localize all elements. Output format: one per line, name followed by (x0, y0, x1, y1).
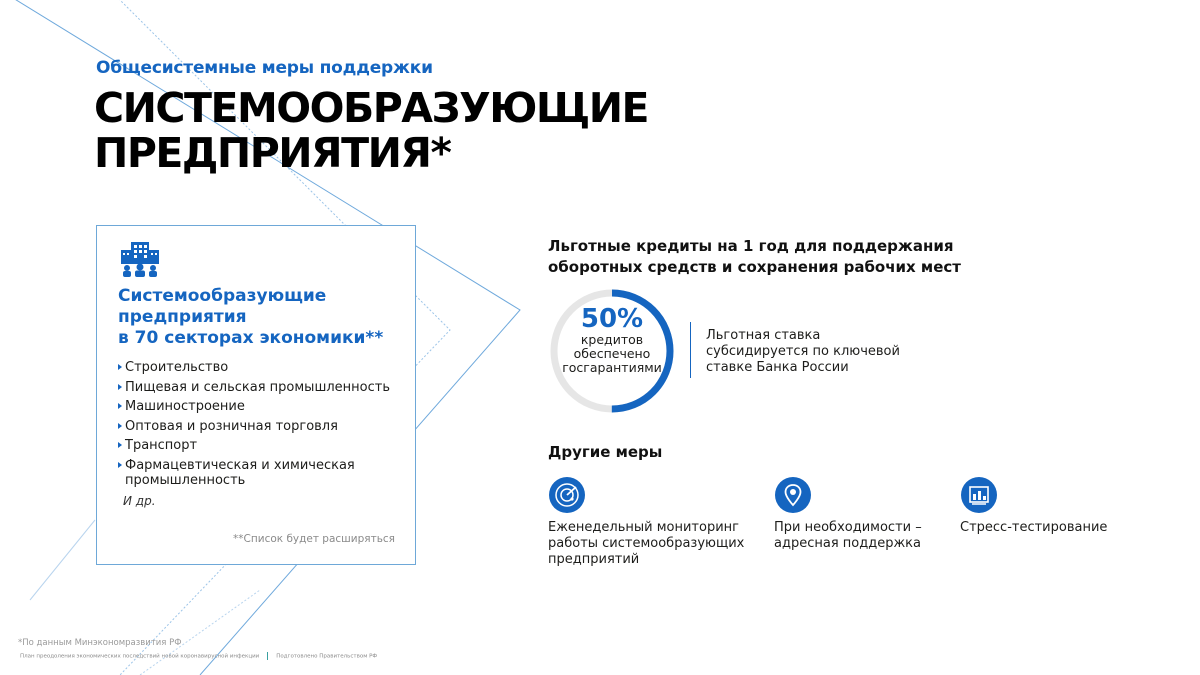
loans-heading (548, 236, 988, 278)
sector-item: Машиностроение (117, 399, 407, 414)
ring-caption-line: госгарантиями (562, 360, 662, 375)
measure-label: При необходимости – адресная поддержка (774, 520, 922, 551)
other-measures-heading: Другие меры (548, 443, 663, 461)
sectors-card (96, 225, 416, 565)
sectors-list (117, 360, 407, 493)
card-title-line: Системообразующие (118, 286, 327, 306)
measure-stress-test (960, 476, 1130, 536)
footer-plan-text: План преодоления экономических последствий новой коронавирусной инфекции (20, 653, 260, 660)
vertical-divider (690, 322, 691, 378)
sector-item: Оптовая и розничная торговля (117, 419, 407, 434)
page-title-line2: ПРЕДПРИЯТИЯ* (94, 129, 451, 177)
card-title-line: предприятия (118, 307, 247, 327)
page-title-line1: СИСТЕМООБРАЗУЮЩИЕ (94, 84, 649, 132)
sector-item: Фармацевтическая и химическая промышленность (117, 458, 407, 488)
sector-item: Пищевая и сельская промышленность (117, 380, 407, 395)
footer (20, 652, 377, 660)
measure-label: Стресс-тестирование (960, 520, 1108, 535)
ring-percent: 50% (580, 304, 644, 334)
source-footnote: *По данным Минэкономразвития РФ (18, 638, 182, 648)
card-title-line: в 70 секторах экономики** (118, 328, 384, 348)
footer-prepared-text: Подготовлено Правительством РФ (276, 653, 378, 660)
sector-item: Транспорт (117, 438, 407, 453)
page-title (94, 86, 654, 176)
location-pin-icon (774, 476, 812, 514)
sectors-etc: И др. (123, 494, 156, 508)
loans-heading-line2: оборотных средств и сохранения рабочих мест (548, 258, 961, 276)
ring-caption-line: кредитов (580, 332, 644, 347)
rate-description: Льготная ставка субсидируется по ключевой ставке Банка России (706, 328, 900, 375)
measure-targeted-support (774, 476, 944, 552)
sectors-note: **Список будет расширяться (233, 533, 395, 545)
measure-label: Еженедельный мониторинг работы системообразующих предприятий (548, 520, 745, 567)
footer-divider (267, 652, 268, 660)
ring-caption-line: обеспечено (573, 346, 651, 361)
loans-heading-line1: Льготные кредиты на 1 год для поддержания (548, 237, 954, 255)
ring-label (548, 305, 676, 375)
page-subtitle: Общесистемные меры поддержки (96, 58, 433, 78)
radar-icon (548, 476, 586, 514)
stress-test-icon (960, 476, 998, 514)
buildings-people-icon (119, 239, 161, 277)
measure-monitoring (548, 476, 758, 568)
card-title (118, 286, 408, 349)
sector-item: Строительство (117, 360, 407, 375)
